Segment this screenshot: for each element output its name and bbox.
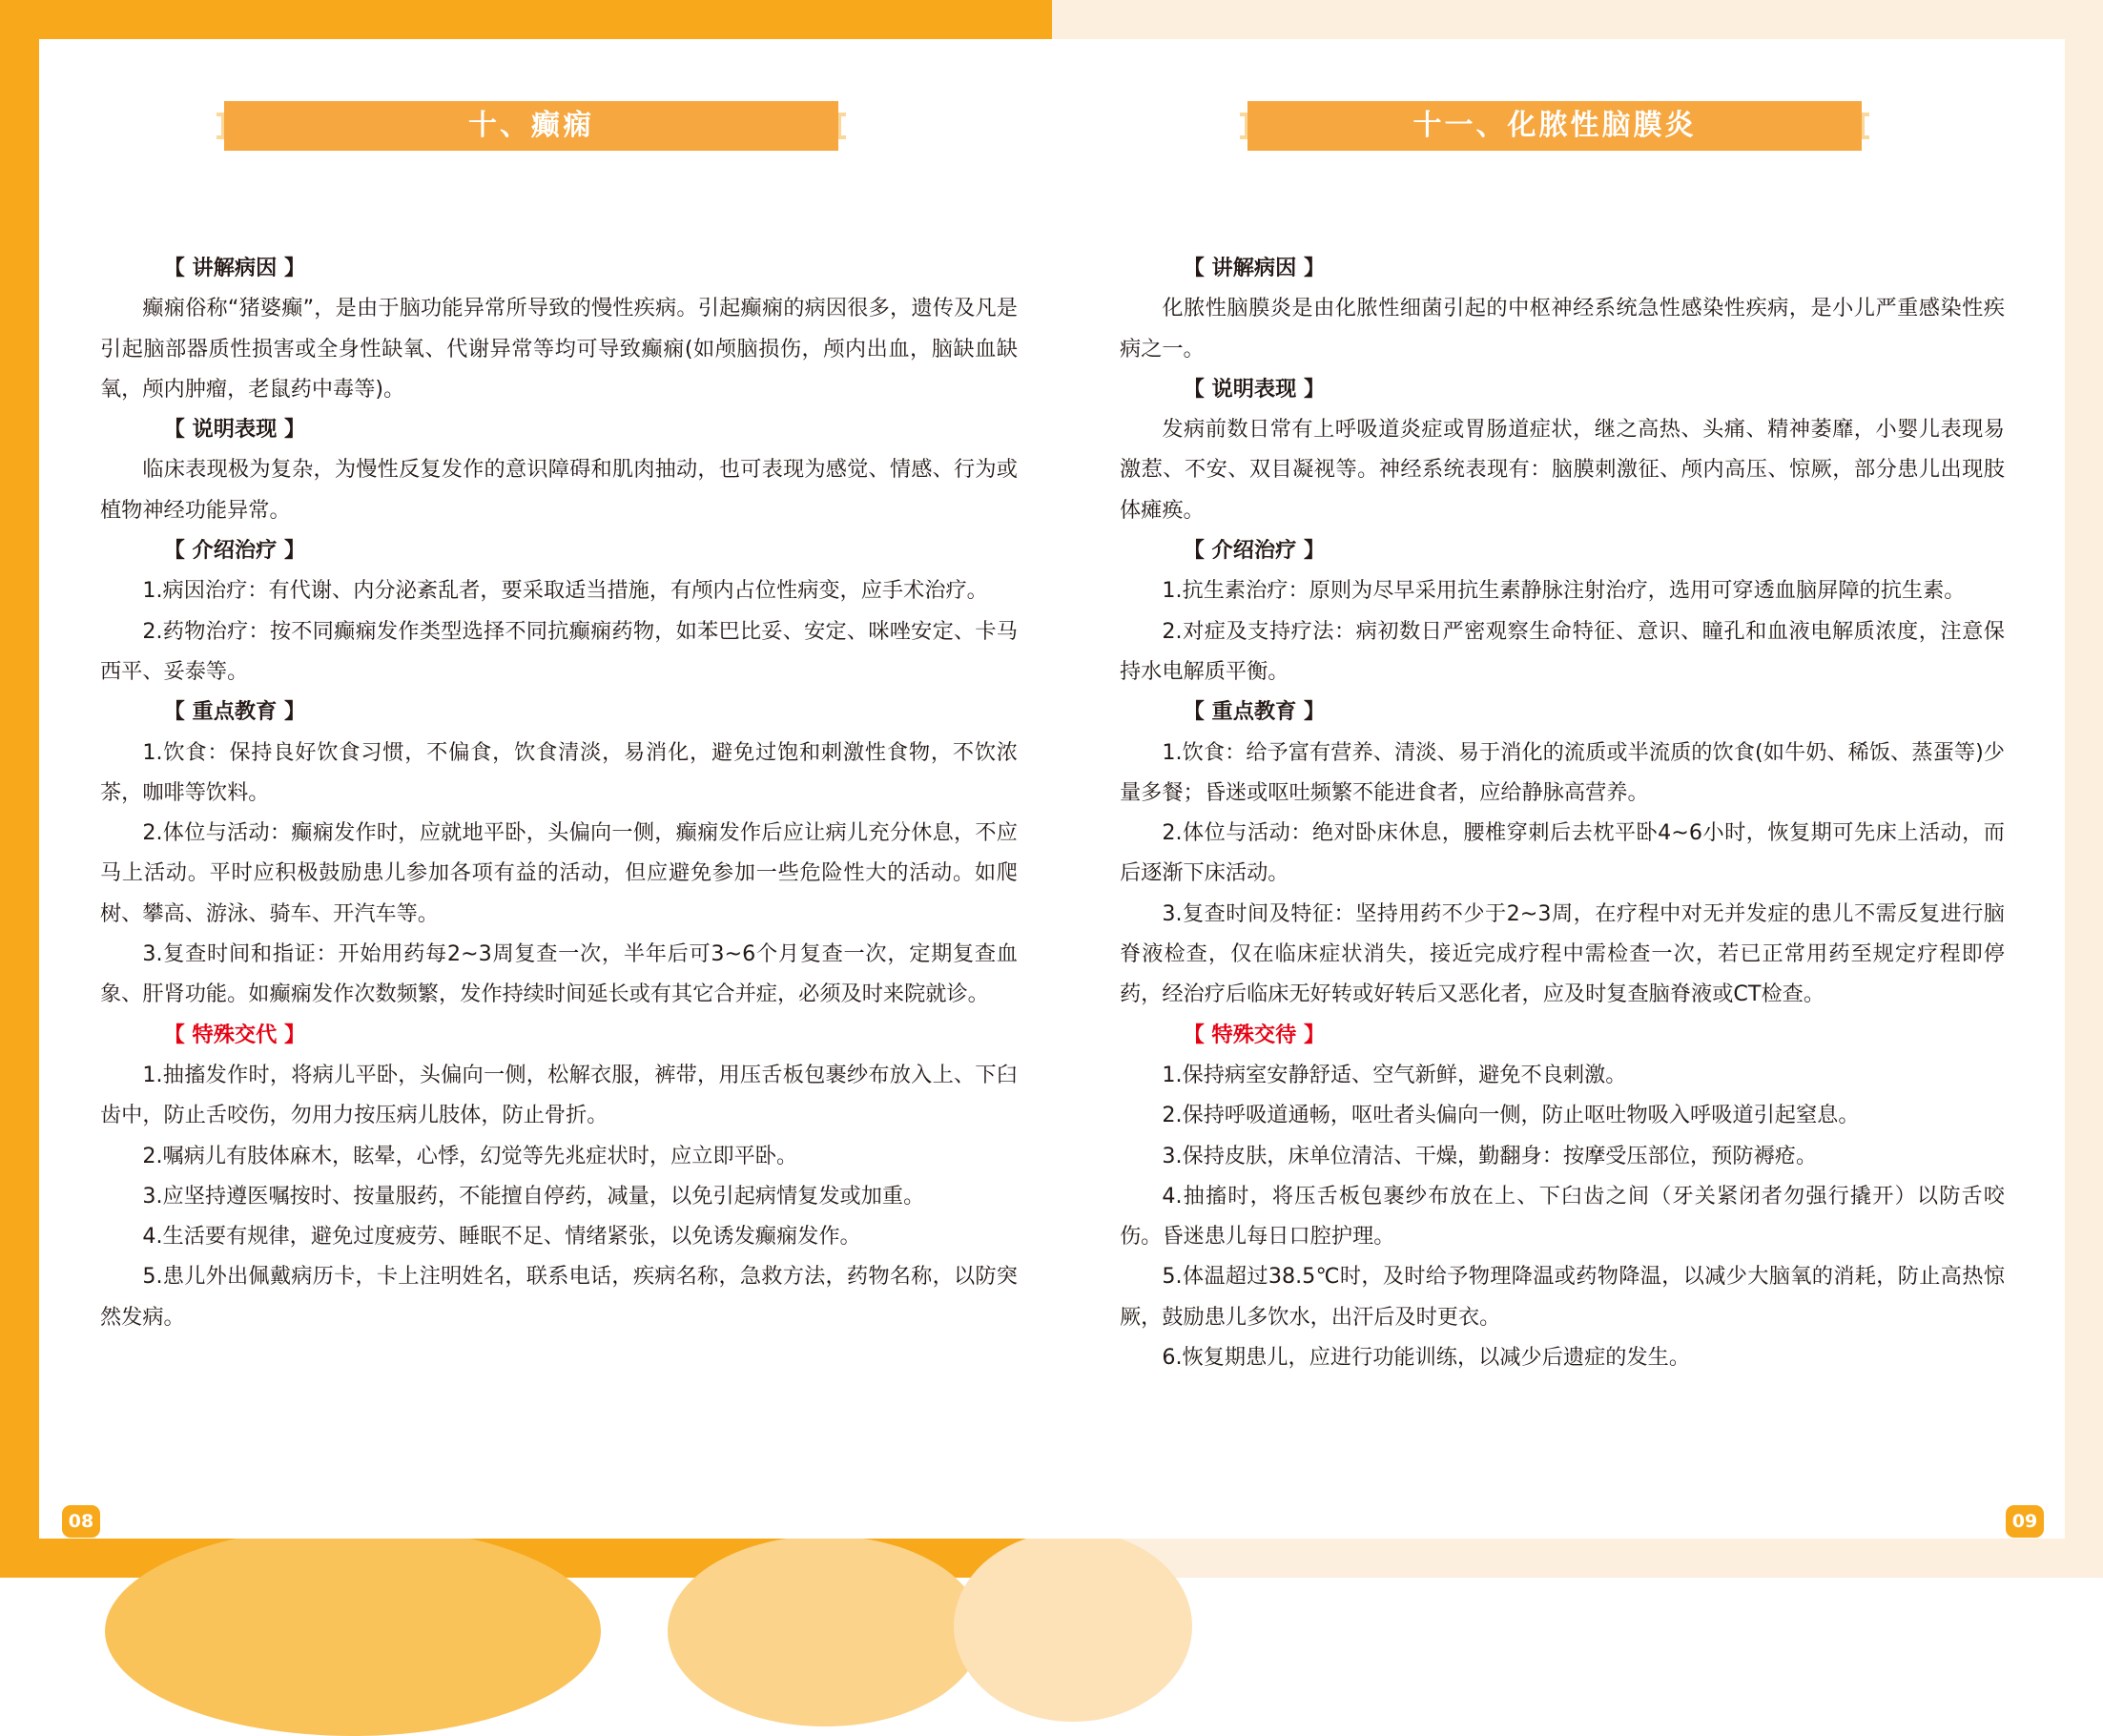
paragraph: 1.饮食：给予富有营养、清淡、易于消化的流质或半流质的饮食(如牛奶、稀饭、蒸蛋等)少量多餐；昏迷或呕吐频繁不能进食者，应给静脉高营养。	[1120, 739, 2005, 805]
section-heading: 【 讲解病因 】	[1183, 256, 1326, 280]
paragraph: 4.抽搐时，将压舌板包裹纱布放在上、下臼齿之间（牙关紧闭者勿强行撬开）以防舌咬伤。昏迷患儿每日口腔护理。	[1120, 1183, 2005, 1250]
paragraph: 化脓性脑膜炎是由化脓性细菌引起的中枢神经系统急性感染性疾病，是小儿严重感染性疾病之一。	[1120, 296, 2005, 362]
paragraph: 5.体温超过38.5℃时，及时给予物理降温或药物降温，以减少大脑氧的消耗，防止高热惊厥，鼓励患儿多饮水，出汗后及时更衣。	[1120, 1264, 2005, 1330]
paragraph: 2.对症及支持疗法：病初数日严密观察生命特征、意识、瞳孔和血液电解质浓度，注意保持水电解质平衡。	[1120, 618, 2005, 684]
paragraph: 4.生活要有规律，避免过度疲劳、睡眠不足、情绪紧张，以免诱发癫痫发作。	[142, 1224, 861, 1250]
article-body	[1120, 248, 2005, 1377]
page-number: 09	[2006, 1505, 2044, 1538]
paragraph: 2.药物治疗：按不同癫痫发作类型选择不同抗癫痫药物，如苯巴比妥、安定、咪唑安定、卡马西平、妥泰等。	[100, 618, 1018, 684]
section-heading: 【 介绍治疗 】	[1183, 538, 1326, 564]
paragraph: 2.体位与活动：癫痫发作时，应就地平卧，头偏向一侧，癫痫发作后应让病儿充分休息，不应马上活动。平时应积极鼓励患儿参加各项有益的活动，但应避免参加一些危险性大的活动。如爬树、攀高、游泳、骑车、开汽车等。	[100, 820, 1018, 926]
decorative-blob	[105, 1526, 601, 1736]
section-heading: 【 重点教育 】	[1183, 699, 1326, 725]
paragraph: 1.抽搐发作时，将病儿平卧，头偏向一侧，松解衣服，裤带，用压舌板包裹纱布放入上、下臼齿中，防止舌咬伤，勿用力按压病儿肢体，防止骨折。	[100, 1062, 1018, 1128]
special-section-heading: 【 特殊交待 】	[1183, 1022, 1326, 1047]
paragraph: 癫痫俗称“猪婆癫”，是由于脑功能异常所导致的慢性疾病。引起癫痫的病因很多，遗传及凡是引起脑部器质性损害或全身性缺氧、代谢异常等均可导致癫痫(如颅脑损伤，颅内出血，脑缺血缺氧，颅内肿瘤，老鼠药中毒等)。	[100, 296, 1018, 402]
paragraph: 6.恢复期患儿，应进行功能训练，以减少后遗症的发生。	[1162, 1345, 1691, 1371]
section-title: 十一、化脓性脑膜炎	[1412, 109, 1697, 142]
section-heading: 【 说明表现 】	[1183, 376, 1326, 402]
paragraph: 2.体位与活动：绝对卧床休息，腰椎穿刺后去枕平卧4~6小时，恢复期可先床上活动，而后逐渐下床活动。	[1120, 820, 2005, 886]
special-section-heading: 【 特殊交代 】	[163, 1022, 306, 1047]
paragraph: 1.保持病室安静舒适、空气新鲜，避免不良刺激。	[1162, 1062, 1627, 1087]
paragraph: 发病前数日常有上呼吸道炎症或胃肠道症状，继之高热、头痛、精神萎靡，小婴儿表现易激惹、不安、双目凝视等。神经系统表现有：脑膜刺激征、颅内高压、惊厥，部分患儿出现肢体瘫痪。	[1120, 417, 2005, 523]
page-left	[39, 39, 1052, 1539]
paragraph: 1.饮食：保持良好饮食习惯，不偏食，饮食清淡，易消化，避免过饱和刺激性食物，不饮浓茶，咖啡等饮料。	[100, 739, 1018, 805]
paragraph: 2.保持呼吸道通畅，呕吐者头偏向一侧，防止呕吐物吸入呼吸道引起窒息。	[1162, 1103, 1860, 1128]
decorative-blob	[954, 1531, 1192, 1722]
page-right	[1052, 39, 2065, 1539]
paragraph: 3.应坚持遵医嘱按时、按量服药，不能擅自停药，减量，以免引起病情复发或加重。	[142, 1183, 925, 1209]
paragraph: 3.复查时间及特征：坚持用药不少于2~3周，在疗程中对无并发症的患儿不需反复进行脑脊液检查，仅在临床症状消失，接近完成疗程中需检查一次，若已正常用药至规定疗程即停药，经治疗后临床无好转或好转后又恶化者，应及时复查脑脊液或CT检查。	[1120, 900, 2005, 1007]
section-title: 十、癫痫	[468, 109, 594, 142]
paragraph: 5.患儿外出佩戴病历卡，卡上注明姓名，联系电话，疾病名称，急救方法，药物名称，以防突然发病。	[100, 1264, 1018, 1330]
paragraph: 1.病因治疗：有代谢、内分泌紊乱者，要采取适当措施，有颅内占位性病变，应手术治疗。	[142, 578, 988, 604]
paragraph: 3.保持皮肤，床单位清洁、干燥，勤翻身：按摩受压部位，预防褥疮。	[1162, 1143, 1818, 1168]
section-heading: 【 重点教育 】	[163, 699, 306, 725]
section-heading: 【 介绍治疗 】	[163, 538, 306, 564]
paragraph: 临床表现极为复杂，为慢性反复发作的意识障碍和肌肉抽动，也可表现为感觉、情感、行为或植物神经功能异常。	[100, 457, 1018, 523]
section-title-bar	[216, 101, 846, 151]
article-body	[100, 248, 1018, 1337]
page-number: 08	[62, 1505, 100, 1538]
paragraph: 3.复查时间和指证：开始用药每2~3周复查一次，半年后可3~6个月复查一次，定期复查血象、肝肾功能。如癫痫发作次数频繁，发作持续时间延长或有其它合并症，必须及时来院就诊。	[100, 941, 1018, 1007]
section-heading: 【 讲解病因 】	[163, 256, 306, 280]
section-heading: 【 说明表现 】	[163, 417, 306, 443]
decorative-blob	[668, 1536, 982, 1726]
paragraph: 1.抗生素治疗：原则为尽早采用抗生素静脉注射治疗，选用可穿透血脑屏障的抗生素。	[1162, 578, 1966, 604]
paragraph: 2.嘱病儿有肢体麻木，眩晕，心悸，幻觉等先兆症状时，应立即平卧。	[142, 1143, 798, 1168]
section-title-bar	[1240, 101, 1869, 151]
